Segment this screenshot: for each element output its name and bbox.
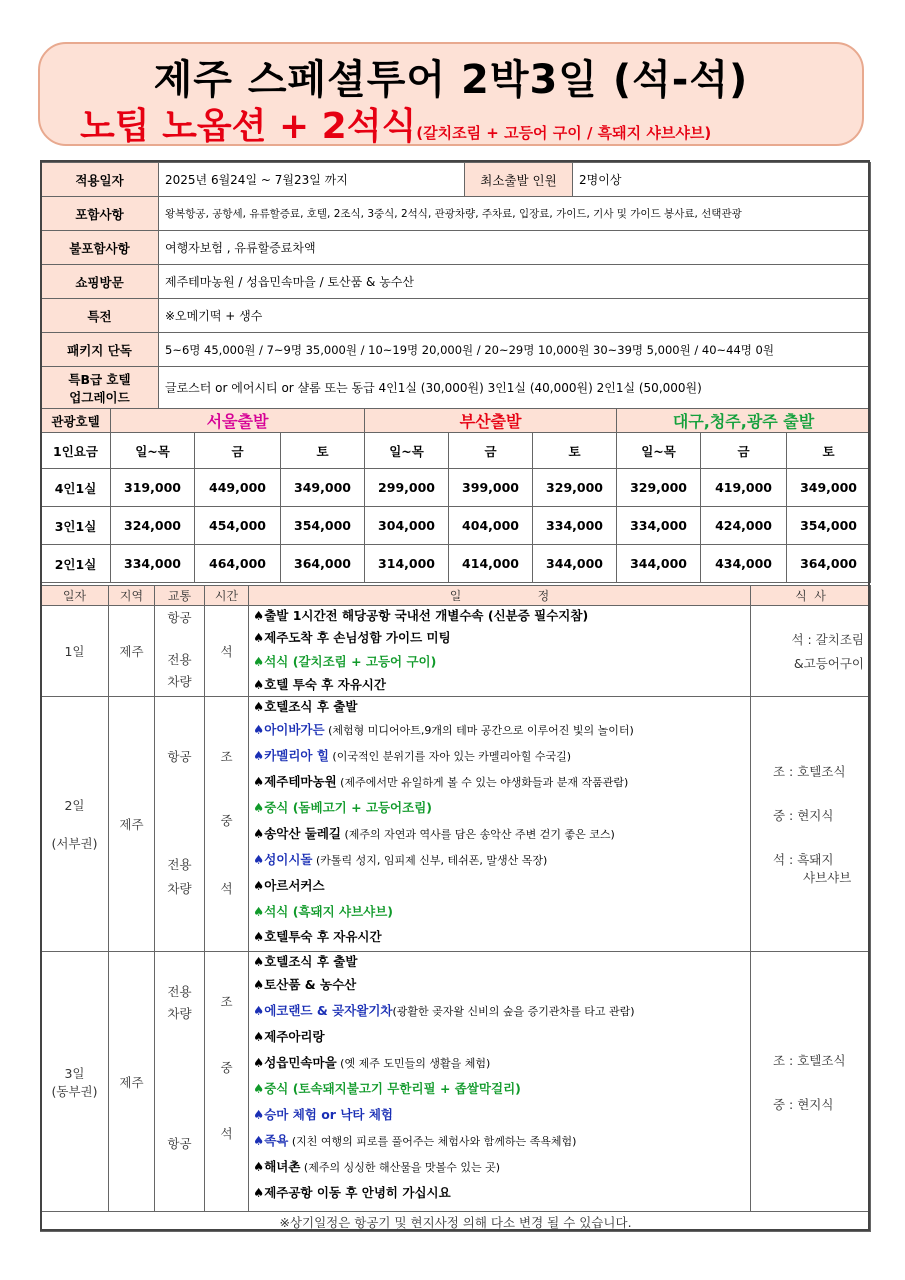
schedule-line: ♠호텔조식 후 출발 xyxy=(253,699,358,714)
col-day: 일자 xyxy=(41,586,109,606)
price-cell: 329,000 xyxy=(617,469,701,507)
shop-label: 쇼핑방문 xyxy=(41,265,159,299)
price-cell: 464,000 xyxy=(195,545,281,583)
schedule-line: ♠중식 (토속돼지불고기 무한리필 + 좁쌀막걸리) xyxy=(253,1081,521,1096)
price-cell: 449,000 xyxy=(195,469,281,507)
price-table xyxy=(40,408,871,583)
schedule-line: ♠호텔투숙 후 자유시간 xyxy=(253,929,382,944)
excl-label: 불포함사항 xyxy=(41,231,159,265)
price-cell: 349,000 xyxy=(787,469,871,507)
schedule-line: ♠제주테마농원 (제주에서만 유일하게 볼 수 있는 야생화들과 분재 작품관람) xyxy=(253,774,629,789)
price-cell: 334,000 xyxy=(111,545,195,583)
day1-meal: 석 : 갈치조림 &고등어구이 xyxy=(751,606,871,697)
day-header: 금 xyxy=(449,433,533,469)
schedule-line: ♠승마 체험 or 낙타 체험 xyxy=(253,1107,393,1122)
schedule-line: ♠송악산 둘레길 (제주의 자연과 역사를 담은 송악산 주변 걷기 좋은 코스) xyxy=(253,826,615,841)
price-cell: 354,000 xyxy=(787,507,871,545)
schedule-line: ♠성읍민속마을 (옛 제주 도민들의 생활을 체험) xyxy=(253,1055,491,1070)
schedule-line: ♠에코랜드 & 곶자왈기차(광활한 곶자왈 신비의 숲을 증기관차를 타고 관람) xyxy=(253,1003,635,1018)
col-region: 지역 xyxy=(109,586,155,606)
schedule-line: ♠석식 (흑돼지 샤브샤브) xyxy=(253,904,394,919)
city-daegu: 대구,청주,광주 출발 xyxy=(617,409,871,433)
schedule-line: ♠중식 (돔베고기 + 고등어조림) xyxy=(253,800,432,815)
price-cell: 324,000 xyxy=(111,507,195,545)
upg-label: 특B급 호텔 업그레이드 xyxy=(41,367,159,409)
day3-meal: 조 : 호텔조식 중 : 현지식 xyxy=(751,952,871,1212)
subtitle-note: (갈치조림 + 고등어 구이 / 흑돼지 샤브샤브) xyxy=(416,124,712,142)
day2-label: 2일 (서부권) xyxy=(41,697,109,952)
excl-value: 여행자보험 , 유류할증료차액 xyxy=(159,231,871,265)
price-cell: 344,000 xyxy=(617,545,701,583)
price-cell: 314,000 xyxy=(365,545,449,583)
day3-region: 제주 xyxy=(109,952,155,1212)
schedule-line: ♠카멜리아 힐 (이국적인 분위기를 자아 있는 카멜리아힐 수국길) xyxy=(253,748,572,763)
day-header: 토 xyxy=(281,433,365,469)
day1-region: 제주 xyxy=(109,606,155,697)
schedule-line: ♠아이바가든 (체험형 미디어아트,9개의 테마 공간으로 이루어진 빛의 놀이터) xyxy=(253,722,634,737)
pkg-label: 패키지 단독 xyxy=(41,333,159,367)
day1-label: 1일 xyxy=(41,606,109,697)
day3-times: 조 중 석 xyxy=(205,952,249,1212)
price-cell: 299,000 xyxy=(365,469,449,507)
schedule-line: ♠출발 1시간전 해당공항 국내선 개별수속 (신분증 필수지참) xyxy=(253,608,589,623)
day2-trans: 항공 전용 차량 xyxy=(155,697,205,952)
day3-row xyxy=(41,952,871,1212)
schedule-line: ♠토산품 & 농수산 xyxy=(253,977,357,992)
price-cell: 349,000 xyxy=(281,469,365,507)
itinerary-table xyxy=(40,585,871,1232)
incl-value: 왕복항공, 공항세, 유류할증료, 호텔, 2조식, 3중식, 2석식, 관광차량, 주차료, 입장료, 가이드, 기사 및 가이드 봉사료, 선택관광 xyxy=(159,197,871,231)
city-busan: 부산출발 xyxy=(365,409,617,433)
upg-value: 글로스터 or 에어시티 or 샬롬 또는 동급 4인1실 (30,000원) 3인1실 (40,000원) 2인1실 (50,000원) xyxy=(159,367,871,409)
price-row: 2인1실 334,000 464,000 364,000 314,000 414,000 344,000 344,000 434,000 364,000 xyxy=(41,545,871,583)
price-cell: 334,000 xyxy=(617,507,701,545)
perk-value: ※오메기떡 + 생수 xyxy=(159,299,871,333)
price-cell: 364,000 xyxy=(787,545,871,583)
col-schedule: 일 정 xyxy=(249,586,751,606)
page-title: 제주 스페셜투어 2박3일 (석-석) xyxy=(153,57,749,103)
hotel-label: 관광호텔 xyxy=(41,409,111,433)
schedule-line: ♠해녀촌 (제주의 싱싱한 해산물을 맛볼수 있는 곳) xyxy=(253,1159,501,1174)
price-cell: 404,000 xyxy=(449,507,533,545)
day1-row xyxy=(41,606,871,697)
day-header: 토 xyxy=(787,433,871,469)
col-time: 시간 xyxy=(205,586,249,606)
price-cell: 304,000 xyxy=(365,507,449,545)
page-subtitle: 노팁 노옵션 + 2석식(갈치조림 + 고등어 구이 / 흑돼지 샤브샤브) xyxy=(80,106,712,147)
day3-label: 3일 (동부권) xyxy=(41,952,109,1212)
day2-meal: 조 : 호텔조식 중 : 현지식 석 : 흑돼지 샤브샤브 xyxy=(751,697,871,952)
footer-note: ※상기일정은 항공기 및 현지사정 의해 다소 변경 될 수 있습니다. xyxy=(41,1212,871,1232)
price-row: 3인1실 324,000 454,000 354,000 304,000 404,000 334,000 334,000 424,000 354,000 xyxy=(41,507,871,545)
schedule-line: ♠호텔 투숙 후 자유시간 xyxy=(253,677,386,692)
day1-trans: 항공 전용 차량 xyxy=(155,606,205,697)
schedule-line: ♠족욕 (지친 여행의 피로를 풀어주는 체험사와 함께하는 족욕체험) xyxy=(253,1133,577,1148)
schedule-line: ♠호텔조식 후 출발 xyxy=(253,954,358,969)
shop-value: 제주테마농원 / 성읍민속마을 / 토산품 & 농수산 xyxy=(159,265,871,299)
schedule-line: ♠제주공항 이동 후 안녕히 가십시요 xyxy=(253,1185,451,1200)
min-value: 2명이상 xyxy=(573,163,871,197)
price-cell: 334,000 xyxy=(533,507,617,545)
day2-region: 제주 xyxy=(109,697,155,952)
perk-label: 특전 xyxy=(41,299,159,333)
incl-label: 포함사항 xyxy=(41,197,159,231)
day3-trans: 전용 차량 항공 xyxy=(155,952,205,1212)
pkg-value: 5~6명 45,000원 / 7~9명 35,000원 / 10~19명 20,000원 / 20~29명 10,000원 30~39명 5,000원 / 40~44명 0원 xyxy=(159,333,871,367)
price-cell: 434,000 xyxy=(701,545,787,583)
day2-schedule xyxy=(249,697,751,952)
day1-time: 석 xyxy=(205,606,249,697)
col-trans: 교통 xyxy=(155,586,205,606)
period-label: 적용일자 xyxy=(41,163,159,197)
price-cell: 414,000 xyxy=(449,545,533,583)
day-header: 토 xyxy=(533,433,617,469)
day2-row xyxy=(41,697,871,952)
price-cell: 424,000 xyxy=(701,507,787,545)
rate-label: 1인요금 xyxy=(41,433,111,469)
day-header: 금 xyxy=(195,433,281,469)
min-label: 최소출발 인원 xyxy=(465,163,573,197)
price-cell: 354,000 xyxy=(281,507,365,545)
schedule-line: ♠성이시돌 (카톨릭 성지, 임피제 신부, 테쉬폰, 말생산 목장) xyxy=(253,852,548,867)
price-cell: 399,000 xyxy=(449,469,533,507)
price-row: 4인1실 319,000 449,000 349,000 299,000 399,000 329,000 329,000 419,000 349,000 xyxy=(41,469,871,507)
price-cell: 364,000 xyxy=(281,545,365,583)
price-cell: 344,000 xyxy=(533,545,617,583)
price-cell: 454,000 xyxy=(195,507,281,545)
period-value: 2025년 6월24일 ~ 7월23일 까지 xyxy=(159,163,465,197)
schedule-line: ♠제주아리랑 xyxy=(253,1029,325,1044)
price-cell: 419,000 xyxy=(701,469,787,507)
title-banner xyxy=(38,42,864,146)
schedule-line: ♠아르서커스 xyxy=(253,878,325,893)
day1-schedule xyxy=(249,606,751,697)
price-cell: 329,000 xyxy=(533,469,617,507)
city-seoul: 서울출발 xyxy=(111,409,365,433)
day3-schedule xyxy=(249,952,751,1212)
day-header: 일~목 xyxy=(617,433,701,469)
day-header: 일~목 xyxy=(111,433,195,469)
col-meal: 식 사 xyxy=(751,586,871,606)
price-cell: 319,000 xyxy=(111,469,195,507)
schedule-line: ♠제주도착 후 손님성함 가이드 미팅 xyxy=(253,630,451,645)
day-header: 금 xyxy=(701,433,787,469)
schedule-line: ♠석식 (갈치조림 + 고등어 구이) xyxy=(253,654,437,669)
day2-times: 조 중 석 xyxy=(205,697,249,952)
day-header: 일~목 xyxy=(365,433,449,469)
info-table xyxy=(40,162,871,409)
